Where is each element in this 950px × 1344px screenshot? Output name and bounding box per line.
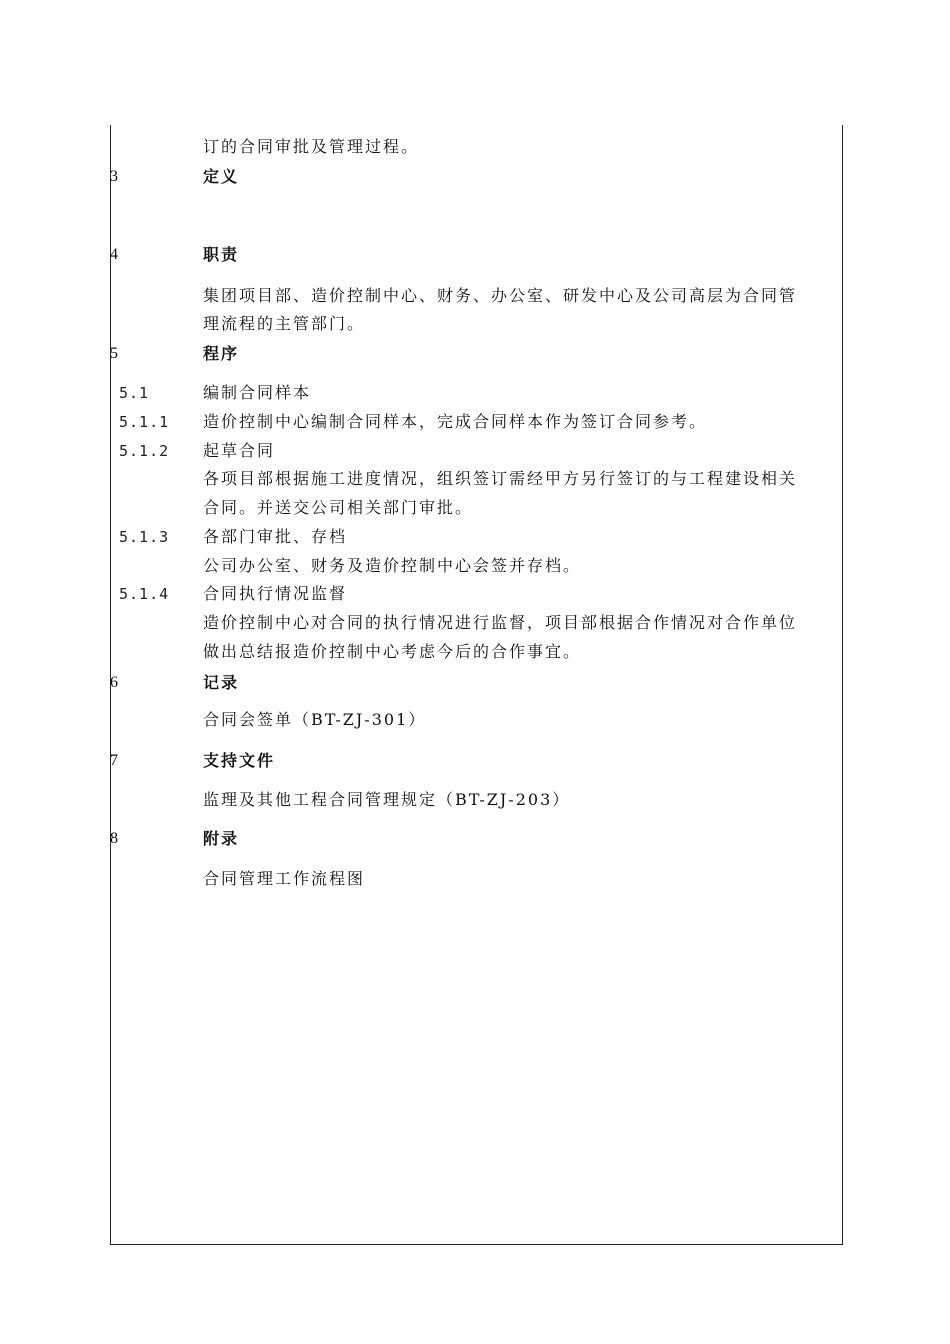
section-5-1-1-text: 造价控制中心编制合同样本，完成合同样本作为签订合同参考。: [203, 412, 708, 431]
section-5-1-4-number: 5.1.4: [119, 585, 170, 603]
section-5-1-number: 5.1: [119, 384, 150, 402]
section-5-number: 5: [110, 345, 118, 362]
section-5-1-3-line-1: 公司办公室、财务及造价控制中心会签并存档。: [203, 556, 582, 575]
section-5-1-2-number: 5.1.2: [119, 442, 170, 460]
section-5-1-4-line-1: 造价控制中心对合同的执行情况进行监督，项目部根据合作情况对合作单位: [203, 613, 798, 632]
section-7-number: 7: [110, 752, 118, 769]
section-5-1-1-number: 5.1.1: [119, 413, 170, 431]
section-3-title: 定义: [203, 167, 240, 186]
section-5-1-2-line-1: 各项目部根据施工进度情况，组织签订需经甲方另行签订的与工程建设相关: [203, 469, 798, 488]
section-6-text: 合同会签单（BT-ZJ-301）: [203, 710, 427, 729]
section-5-1-2-line-2: 合同。并送交公司相关部门审批。: [203, 498, 474, 517]
section-5-title: 程序: [203, 344, 240, 363]
section-8-title: 附录: [203, 829, 240, 848]
intro-tail-text: 订的合同审批及管理过程。: [203, 137, 420, 156]
section-6-number: 6: [110, 674, 118, 691]
section-5-1-4-title: 合同执行情况监督: [203, 584, 348, 603]
section-7-title: 支持文件: [203, 751, 276, 770]
section-5-1-text: 编制合同样本: [203, 383, 312, 402]
section-4-line-2: 理流程的主管部门。: [203, 314, 366, 333]
section-5-1-3-title: 各部门审批、存档: [203, 527, 348, 546]
section-6-title: 记录: [203, 673, 240, 692]
section-5-1-2-title: 起草合同: [203, 441, 276, 460]
section-5-1-3-number: 5.1.3: [119, 528, 170, 546]
section-4-title: 职责: [203, 245, 240, 264]
section-4-number: 4: [110, 246, 118, 263]
section-7-text: 监理及其他工程合同管理规定（BT-ZJ-203）: [203, 790, 571, 809]
section-5-1-4-line-2: 做出总结报造价控制中心考虑今后的合作事宜。: [203, 642, 582, 661]
section-8-number: 8: [110, 830, 118, 847]
section-3-number: 3: [110, 168, 118, 185]
section-8-text: 合同管理工作流程图: [203, 869, 366, 888]
section-4-line-1: 集团项目部、造价控制中心、财务、办公室、研发中心及公司高层为合同管: [203, 286, 798, 305]
